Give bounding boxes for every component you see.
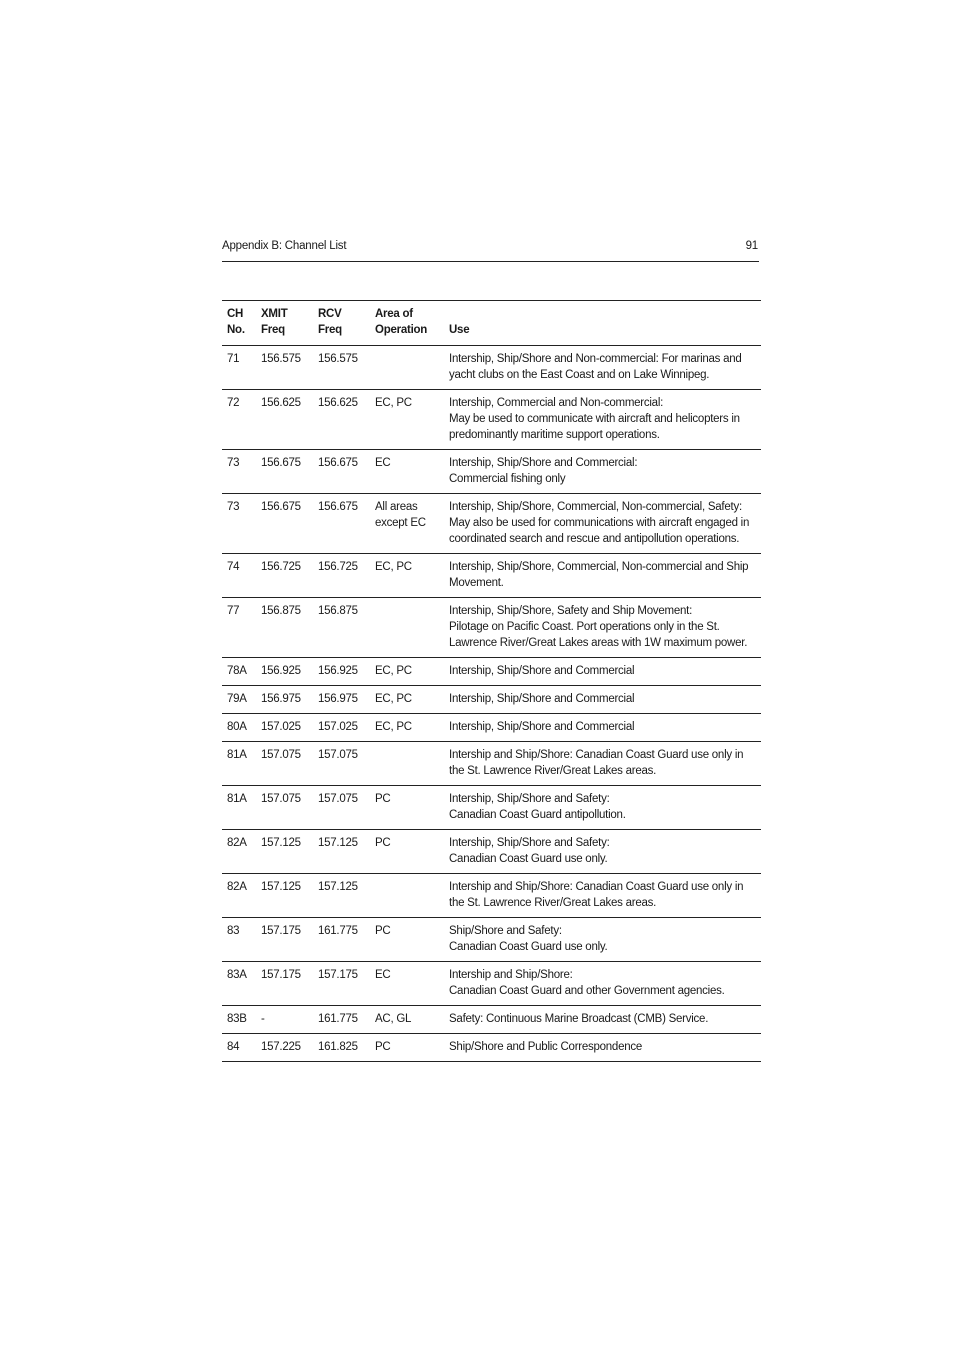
- cell-area: PC: [375, 1041, 391, 1053]
- cell-use: Safety: Continuous Marine Broadcast (CMB) Service.: [449, 1013, 709, 1025]
- cell-xmit-freq: 156.675: [261, 501, 301, 513]
- cell-xmit-freq: 157.075: [261, 793, 301, 805]
- cell-use: Intership, Ship/Shore, Commercial, Non-commercial and Ship Movement.: [449, 561, 749, 589]
- cell-xmit-freq: 157.225: [261, 1041, 301, 1053]
- cell-area: PC: [375, 793, 391, 805]
- cell-use: Ship/Shore and Safety: Canadian Coast Guard use only.: [449, 925, 608, 953]
- cell-rcv-freq: 161.775: [318, 1013, 358, 1025]
- cell-xmit-freq: 156.725: [261, 561, 301, 573]
- cell-area: EC, PC: [375, 721, 412, 733]
- cell-channel: 83B: [227, 1013, 247, 1025]
- cell-area: EC, PC: [375, 693, 412, 705]
- cell-area: All areas except EC: [375, 501, 426, 529]
- cell-xmit-freq: 157.075: [261, 749, 301, 761]
- cell-channel: 79A: [227, 693, 247, 705]
- table-row: [222, 874, 761, 918]
- col-header-ch: CH No.: [227, 308, 245, 336]
- cell-channel: 74: [227, 561, 240, 573]
- cell-channel: 82A: [227, 837, 247, 849]
- cell-area: [370, 346, 444, 390]
- cell-rcv-freq: 157.125: [318, 837, 358, 849]
- table-row: [222, 494, 761, 554]
- cell-channel: 83A: [227, 969, 247, 981]
- cell-xmit-freq: 156.575: [261, 353, 301, 365]
- page-header: [222, 238, 759, 262]
- table-row: [222, 598, 761, 658]
- cell-rcv-freq: 156.975: [318, 693, 358, 705]
- page-number: 91: [745, 240, 758, 252]
- cell-use: Intership, Commercial and Non-commercial: May be used to communicate with aircraft and helicopters in predominantly maritime support operations.: [449, 397, 740, 441]
- cell-xmit-freq: 156.875: [261, 605, 301, 617]
- cell-use: Intership, Ship/Shore and Safety: Canadian Coast Guard use only.: [449, 837, 610, 865]
- table-row: [222, 1006, 761, 1034]
- cell-channel: 80A: [227, 721, 247, 733]
- table-row: [222, 742, 761, 786]
- cell-rcv-freq: 156.875: [318, 605, 358, 617]
- cell-use: Intership and Ship/Shore: Canadian Coast Guard use only in the St. Lawrence River/Great Lakes areas.: [449, 881, 744, 909]
- cell-rcv-freq: 156.925: [318, 665, 358, 677]
- cell-xmit-freq: 157.175: [261, 969, 301, 981]
- cell-area: PC: [375, 837, 391, 849]
- cell-area: EC: [375, 969, 391, 981]
- table-body: [222, 346, 761, 1062]
- table-row: [222, 450, 761, 494]
- table-header-row: [222, 301, 761, 346]
- cell-use: Intership, Ship/Shore and Non-commercial: For marinas and yacht clubs on the East Coast and on Lake Winnipeg.: [449, 353, 742, 381]
- col-header-rcv: RCV Freq: [318, 308, 342, 336]
- cell-rcv-freq: 156.575: [318, 353, 358, 365]
- table-row: [222, 658, 761, 686]
- cell-area: EC, PC: [375, 397, 412, 409]
- cell-area: [370, 742, 444, 786]
- cell-xmit-freq: 156.925: [261, 665, 301, 677]
- table-row: [222, 390, 761, 450]
- cell-rcv-freq: 157.075: [318, 749, 358, 761]
- col-header-xmit: XMIT Freq: [261, 308, 288, 336]
- cell-channel: 77: [227, 605, 240, 617]
- cell-use: Intership and Ship/Shore: Canadian Coast Guard and other Government agencies.: [449, 969, 725, 997]
- cell-use: Ship/Shore and Public Correspondence: [449, 1041, 643, 1053]
- cell-rcv-freq: 161.825: [318, 1041, 358, 1053]
- table-row: [222, 918, 761, 962]
- col-header-area: Area of Operation: [375, 308, 428, 336]
- cell-channel: 81A: [227, 793, 247, 805]
- cell-area: EC, PC: [375, 665, 412, 677]
- cell-xmit-freq: 157.125: [261, 837, 301, 849]
- table-row: [222, 714, 761, 742]
- cell-channel: 81A: [227, 749, 247, 761]
- table-row: [222, 686, 761, 714]
- cell-xmit-freq: 156.975: [261, 693, 301, 705]
- cell-rcv-freq: 156.725: [318, 561, 358, 573]
- cell-channel: 84: [227, 1041, 240, 1053]
- cell-channel: 73: [227, 501, 240, 513]
- cell-area: EC: [375, 457, 391, 469]
- cell-xmit-freq: 157.125: [261, 881, 301, 893]
- cell-channel: 83: [227, 925, 240, 937]
- table-row: [222, 554, 761, 598]
- cell-rcv-freq: 157.025: [318, 721, 358, 733]
- channel-table: [222, 300, 761, 1062]
- cell-use: Intership, Ship/Shore and Commercial: [449, 693, 635, 705]
- cell-rcv-freq: 157.175: [318, 969, 358, 981]
- cell-xmit-freq: 157.025: [261, 721, 301, 733]
- cell-use: Intership, Ship/Shore and Commercial: [449, 721, 635, 733]
- cell-rcv-freq: 157.125: [318, 881, 358, 893]
- section-title: Appendix B: Channel List: [222, 240, 347, 252]
- cell-use: Intership, Ship/Shore, Commercial, Non-commercial, Safety: May also be used for communications with aircraft engaged in coordinated search and rescue and antipollution operations.: [449, 501, 750, 545]
- cell-channel: 71: [227, 353, 240, 365]
- cell-xmit-freq: -: [261, 1013, 265, 1025]
- cell-channel: 78A: [227, 665, 247, 677]
- cell-rcv-freq: 156.675: [318, 501, 358, 513]
- cell-rcv-freq: 156.625: [318, 397, 358, 409]
- cell-channel: 72: [227, 397, 240, 409]
- cell-area: EC, PC: [375, 561, 412, 573]
- cell-use: Intership and Ship/Shore: Canadian Coast Guard use only in the St. Lawrence River/Great Lakes areas.: [449, 749, 744, 777]
- table-row: [222, 346, 761, 390]
- table-row: [222, 962, 761, 1006]
- cell-xmit-freq: 157.175: [261, 925, 301, 937]
- cell-xmit-freq: 156.675: [261, 457, 301, 469]
- cell-use: Intership, Ship/Shore, Safety and Ship Movement: Pilotage on Pacific Coast. Port operations only in the St. Lawrence River/Great Lakes areas with 1W maximum power.: [449, 605, 748, 649]
- cell-area: [370, 598, 444, 658]
- cell-rcv-freq: 156.675: [318, 457, 358, 469]
- cell-channel: 82A: [227, 881, 247, 893]
- cell-area: PC: [375, 925, 391, 937]
- cell-area: AC, GL: [375, 1013, 412, 1025]
- cell-rcv-freq: 161.775: [318, 925, 358, 937]
- table-row: [222, 1034, 761, 1062]
- cell-rcv-freq: 157.075: [318, 793, 358, 805]
- col-header-use: Use: [449, 324, 470, 336]
- cell-area: [370, 874, 444, 918]
- table-row: [222, 830, 761, 874]
- cell-channel: 73: [227, 457, 240, 469]
- table-row: [222, 786, 761, 830]
- cell-use: Intership, Ship/Shore and Safety: Canadian Coast Guard antipollution.: [449, 793, 626, 821]
- cell-use: Intership, Ship/Shore and Commercial: [449, 665, 635, 677]
- cell-xmit-freq: 156.625: [261, 397, 301, 409]
- cell-use: Intership, Ship/Shore and Commercial: Commercial fishing only: [449, 457, 638, 485]
